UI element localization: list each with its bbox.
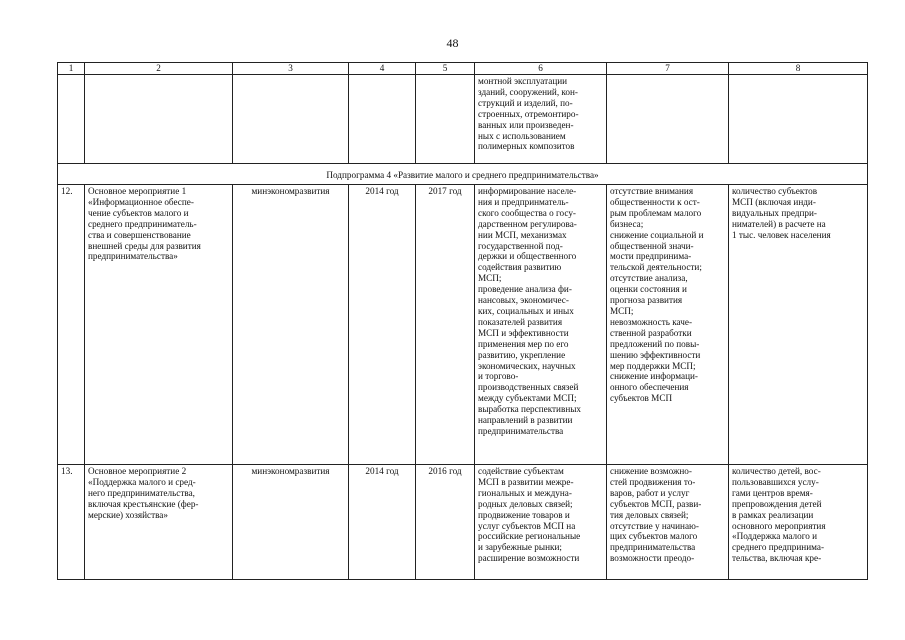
cell-results: монтной эксплуатации зданий, сооружений, кон- струкций и изделий, по- строенных, отремонтиро- ванных или произведен- ных с использованием полимерных композитов xyxy=(475,75,607,164)
table-row-continuation xyxy=(58,75,868,164)
header-col-7: 7 xyxy=(607,63,729,75)
header-col-5: 5 xyxy=(416,63,475,75)
cell-measure-name: Основное мероприятие 1 «Информационное обеспе- чение субъектов малого и среднего предприниматель- ства и совершенствование внешней среды для развития предпринимательства» xyxy=(85,185,233,465)
header-col-3: 3 xyxy=(233,63,349,75)
cell-empty xyxy=(233,75,349,164)
header-col-1: 1 xyxy=(58,63,85,75)
cell-results: информирование населе- ния и предпринматель- ского сообщества о госу- дарственном регулирова- нии МСП, механизмах государственной под- держки и общественного содействия развитию МСП; проведение анализа фи- нансовых, экономичес- ких, социальных и иных показателей развития МСП и эффективности применения мер по его развитию, укрепление экономических, научных и торгово- производственных связей между субъектами МСП; выработка перспективных направлений в развитии предпринимательства xyxy=(475,185,607,465)
cell-indicator: количество субъектов МСП (включая инди- видуальных предпри- нимателей) в расчете на 1 тыс. человек населения xyxy=(729,185,868,465)
header-col-8: 8 xyxy=(729,63,868,75)
cell-measure-name: Основное мероприятие 2 «Поддержка малого и сред- него предпринимательства, включая крестьянские (фер- мерские) хозяйства» xyxy=(85,465,233,580)
cell-start-year: 2014 год xyxy=(349,185,416,465)
cell-empty xyxy=(729,75,868,164)
subprogram-title: Подпрограмма 4 «Развитие малого и среднего предпринимательства» xyxy=(58,164,868,185)
header-col-6: 6 xyxy=(475,63,607,75)
cell-empty xyxy=(349,75,416,164)
cell-end-year: 2017 год xyxy=(416,185,475,465)
cell-results: содействие субъектам МСП в развитии межре- гиональных и междуна- родных деловых связей; продвижение товаров и услуг субъектов МСП на российские региональные и зарубежные рынки; расширение возможности xyxy=(475,465,607,580)
cell-end-year: 2016 год xyxy=(416,465,475,580)
cell-number: 12. xyxy=(58,185,85,465)
table-row xyxy=(58,185,868,465)
cell-start-year: 2014 год xyxy=(349,465,416,580)
cell-indicator: количество детей, вос- пользовавшихся услу- гами центров время- препровождения детей в рамках реализации основного мероприятия «Поддержка малого и среднего предпринима- тельства, включая кре- xyxy=(729,465,868,580)
subprogram-row xyxy=(58,164,868,185)
cell-empty xyxy=(58,75,85,164)
header-col-4: 4 xyxy=(349,63,416,75)
cell-empty xyxy=(85,75,233,164)
header-row xyxy=(58,63,868,75)
cell-consequences: отсутствие внимания общественности к ост- рым проблемам малого бизнеса; снижение социальной и общественной значи- мости предпринима- тельской деятельности; отсутствие анализа, оценки состояния и прогноза развития МСП; невозможность каче- ственной разработки предложений по повы- шению эффективности мер поддержки МСП; снижение информаци- онного обеспечения субъектов МСП xyxy=(607,185,729,465)
cell-executor: минэкономразвития xyxy=(233,465,349,580)
measures-table xyxy=(57,62,868,580)
table-row xyxy=(58,465,868,580)
cell-number: 13. xyxy=(58,465,85,580)
cell-consequences: снижение возможно- стей продвижения то- варов, работ и услуг субъектов МСП, разви- тия деловых связей; отсутствие у начинаю- щих субъектов малого предпринимательства возможности преодо- xyxy=(607,465,729,580)
header-col-2: 2 xyxy=(85,63,233,75)
cell-empty xyxy=(607,75,729,164)
page-number: 48 xyxy=(446,36,459,50)
cell-executor: минэкономразвития xyxy=(233,185,349,465)
cell-empty xyxy=(416,75,475,164)
